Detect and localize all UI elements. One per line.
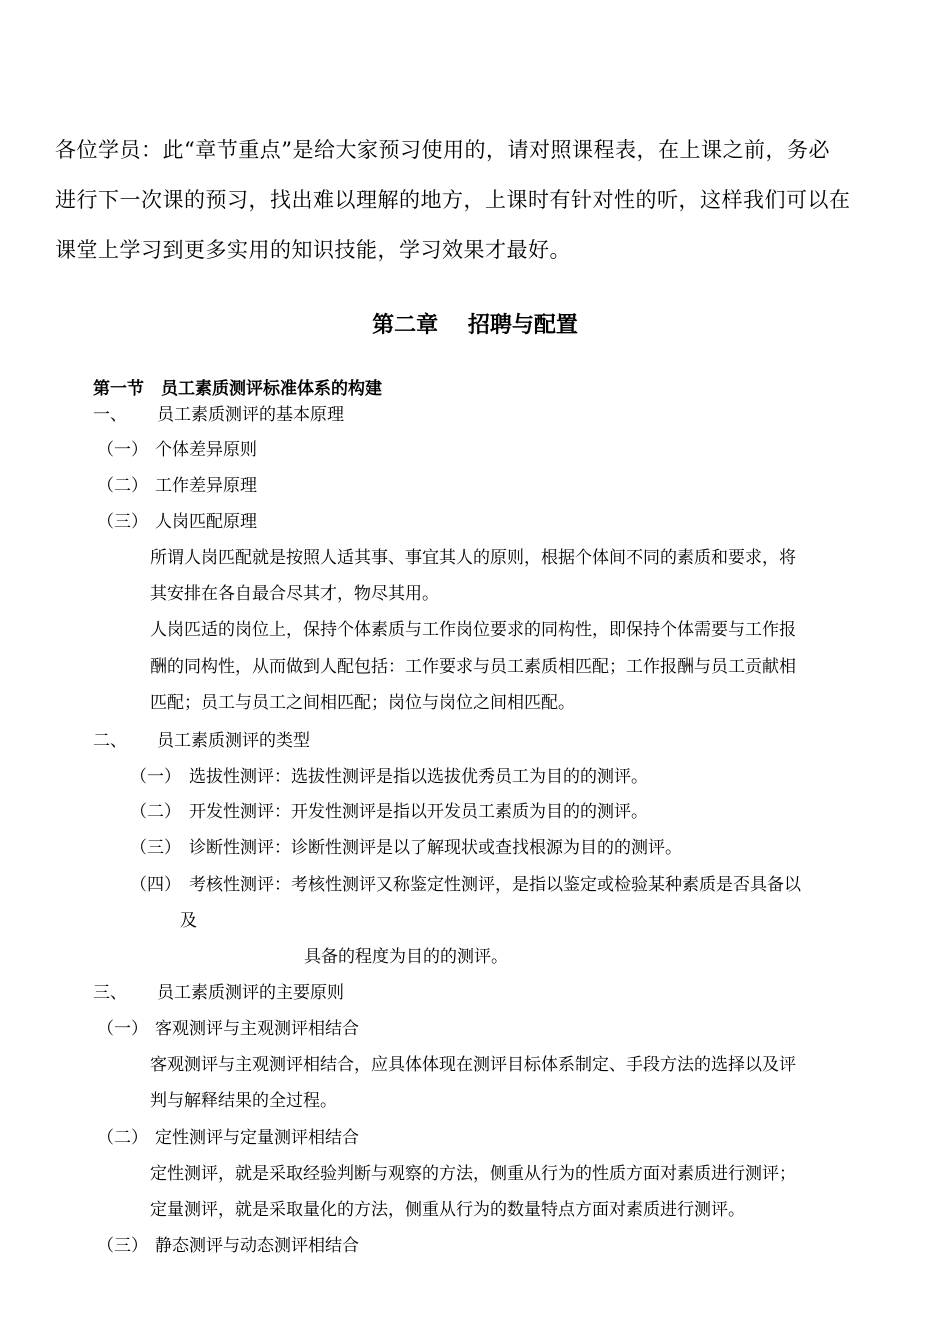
part3-p2-line-1: 定性测评，就是采取经验判断与观察的方法，侧重从行为的性质方面对素质进行测评； — [150, 1164, 796, 1184]
part3-item-3-label: 静态测评与动态测评相结合 — [155, 1236, 359, 1256]
part1-item-1-label: 个体差异原则 — [155, 440, 257, 460]
part2-title: 员工素质测评的类型 — [157, 731, 310, 751]
intro-line-2: 进行下一次课的预习，找出难以理解的地方，上课时有针对性的听，这样我们可以在 — [55, 188, 851, 212]
part1-paragraph-line-4: 酬的同构性，从而做到人配包括：工作要求与员工素质相匹配；工作报酬与员工贡献相 — [150, 657, 796, 677]
part3-title: 员工素质测评的主要原则 — [157, 983, 344, 1003]
part2-number: 二、 — [93, 731, 127, 751]
part3-p1-line-2: 判与解释结果的全过程。 — [150, 1091, 337, 1111]
part3-p2-line-2: 定量测评，就是采取量化的方法，侧重从行为的数量特点方面对素质进行测评。 — [150, 1200, 745, 1220]
part1-item-3-label: 人岗匹配原理 — [155, 512, 257, 532]
part2-item-3-number: （三） — [130, 838, 181, 858]
section-title: 第一节 员工素质测评标准体系的构建 — [93, 379, 382, 399]
part2-item-2-number: （二） — [130, 802, 181, 822]
part2-item-1-number: （一） — [130, 767, 181, 787]
part3-item-3-number: （三） — [97, 1236, 148, 1256]
part2-item-2-label: 开发性测评：开发性测评是指以开发员工素质为目的的测评。 — [189, 802, 648, 822]
part1-item-3-number: （三） — [97, 512, 148, 532]
part1-item-2-number: （二） — [97, 476, 148, 496]
part2-item-4-number: （四） — [130, 875, 181, 895]
part2-item-4-wrap-2: 具备的程度为目的的测评。 — [304, 947, 508, 967]
part2-item-4-label: 考核性测评：考核性测评又称鉴定性测评，是指以鉴定或检验某种素质是否具备以 — [189, 875, 801, 895]
part3-p1-line-1: 客观测评与主观测评相结合，应具体体现在测评目标体系制定、手段方法的选择以及评 — [150, 1055, 796, 1075]
part3-number: 三、 — [93, 983, 127, 1003]
part2-item-1-label: 选拔性测评：选拔性测评是指以选拔优秀员工为目的的测评。 — [189, 767, 648, 787]
part1-number: 一、 — [93, 405, 127, 425]
part1-paragraph-line-5: 匹配；员工与员工之间相匹配；岗位与岗位之间相匹配。 — [150, 693, 575, 713]
part1-paragraph-line-1: 所谓人岗匹配就是按照人适其事、事宜其人的原则，根据个体间不同的素质和要求，将 — [150, 548, 796, 568]
part1-item-2-label: 工作差异原理 — [155, 476, 257, 496]
part2-item-4-wrap-1: 及 — [180, 911, 197, 931]
intro-line-1: 各位学员：此“章节重点”是给大家预习使用的，请对照课程表，在上课之前，务必 — [55, 138, 830, 162]
part3-item-2-number: （二） — [97, 1128, 148, 1148]
intro-line-3: 课堂上学习到更多实用的知识技能，学习效果才最好。 — [55, 238, 571, 262]
part1-title: 员工素质测评的基本原理 — [157, 405, 344, 425]
part1-item-1-number: （一） — [97, 440, 148, 460]
part2-item-3-label: 诊断性测评：诊断性测评是以了解现状或查找根源为目的的测评。 — [189, 838, 682, 858]
part3-item-2-label: 定性测评与定量测评相结合 — [155, 1128, 359, 1148]
part3-item-1-label: 客观测评与主观测评相结合 — [155, 1019, 359, 1039]
part1-paragraph-line-3: 人岗匹适的岗位上，保持个体素质与工作岗位要求的同构性，即保持个体需要与工作报 — [150, 620, 796, 640]
part1-paragraph-line-2: 其安排在各自最合尽其才，物尽其用。 — [150, 584, 439, 604]
chapter-title: 第二章 招聘与配置 — [372, 312, 578, 338]
part3-item-1-number: （一） — [97, 1019, 148, 1039]
